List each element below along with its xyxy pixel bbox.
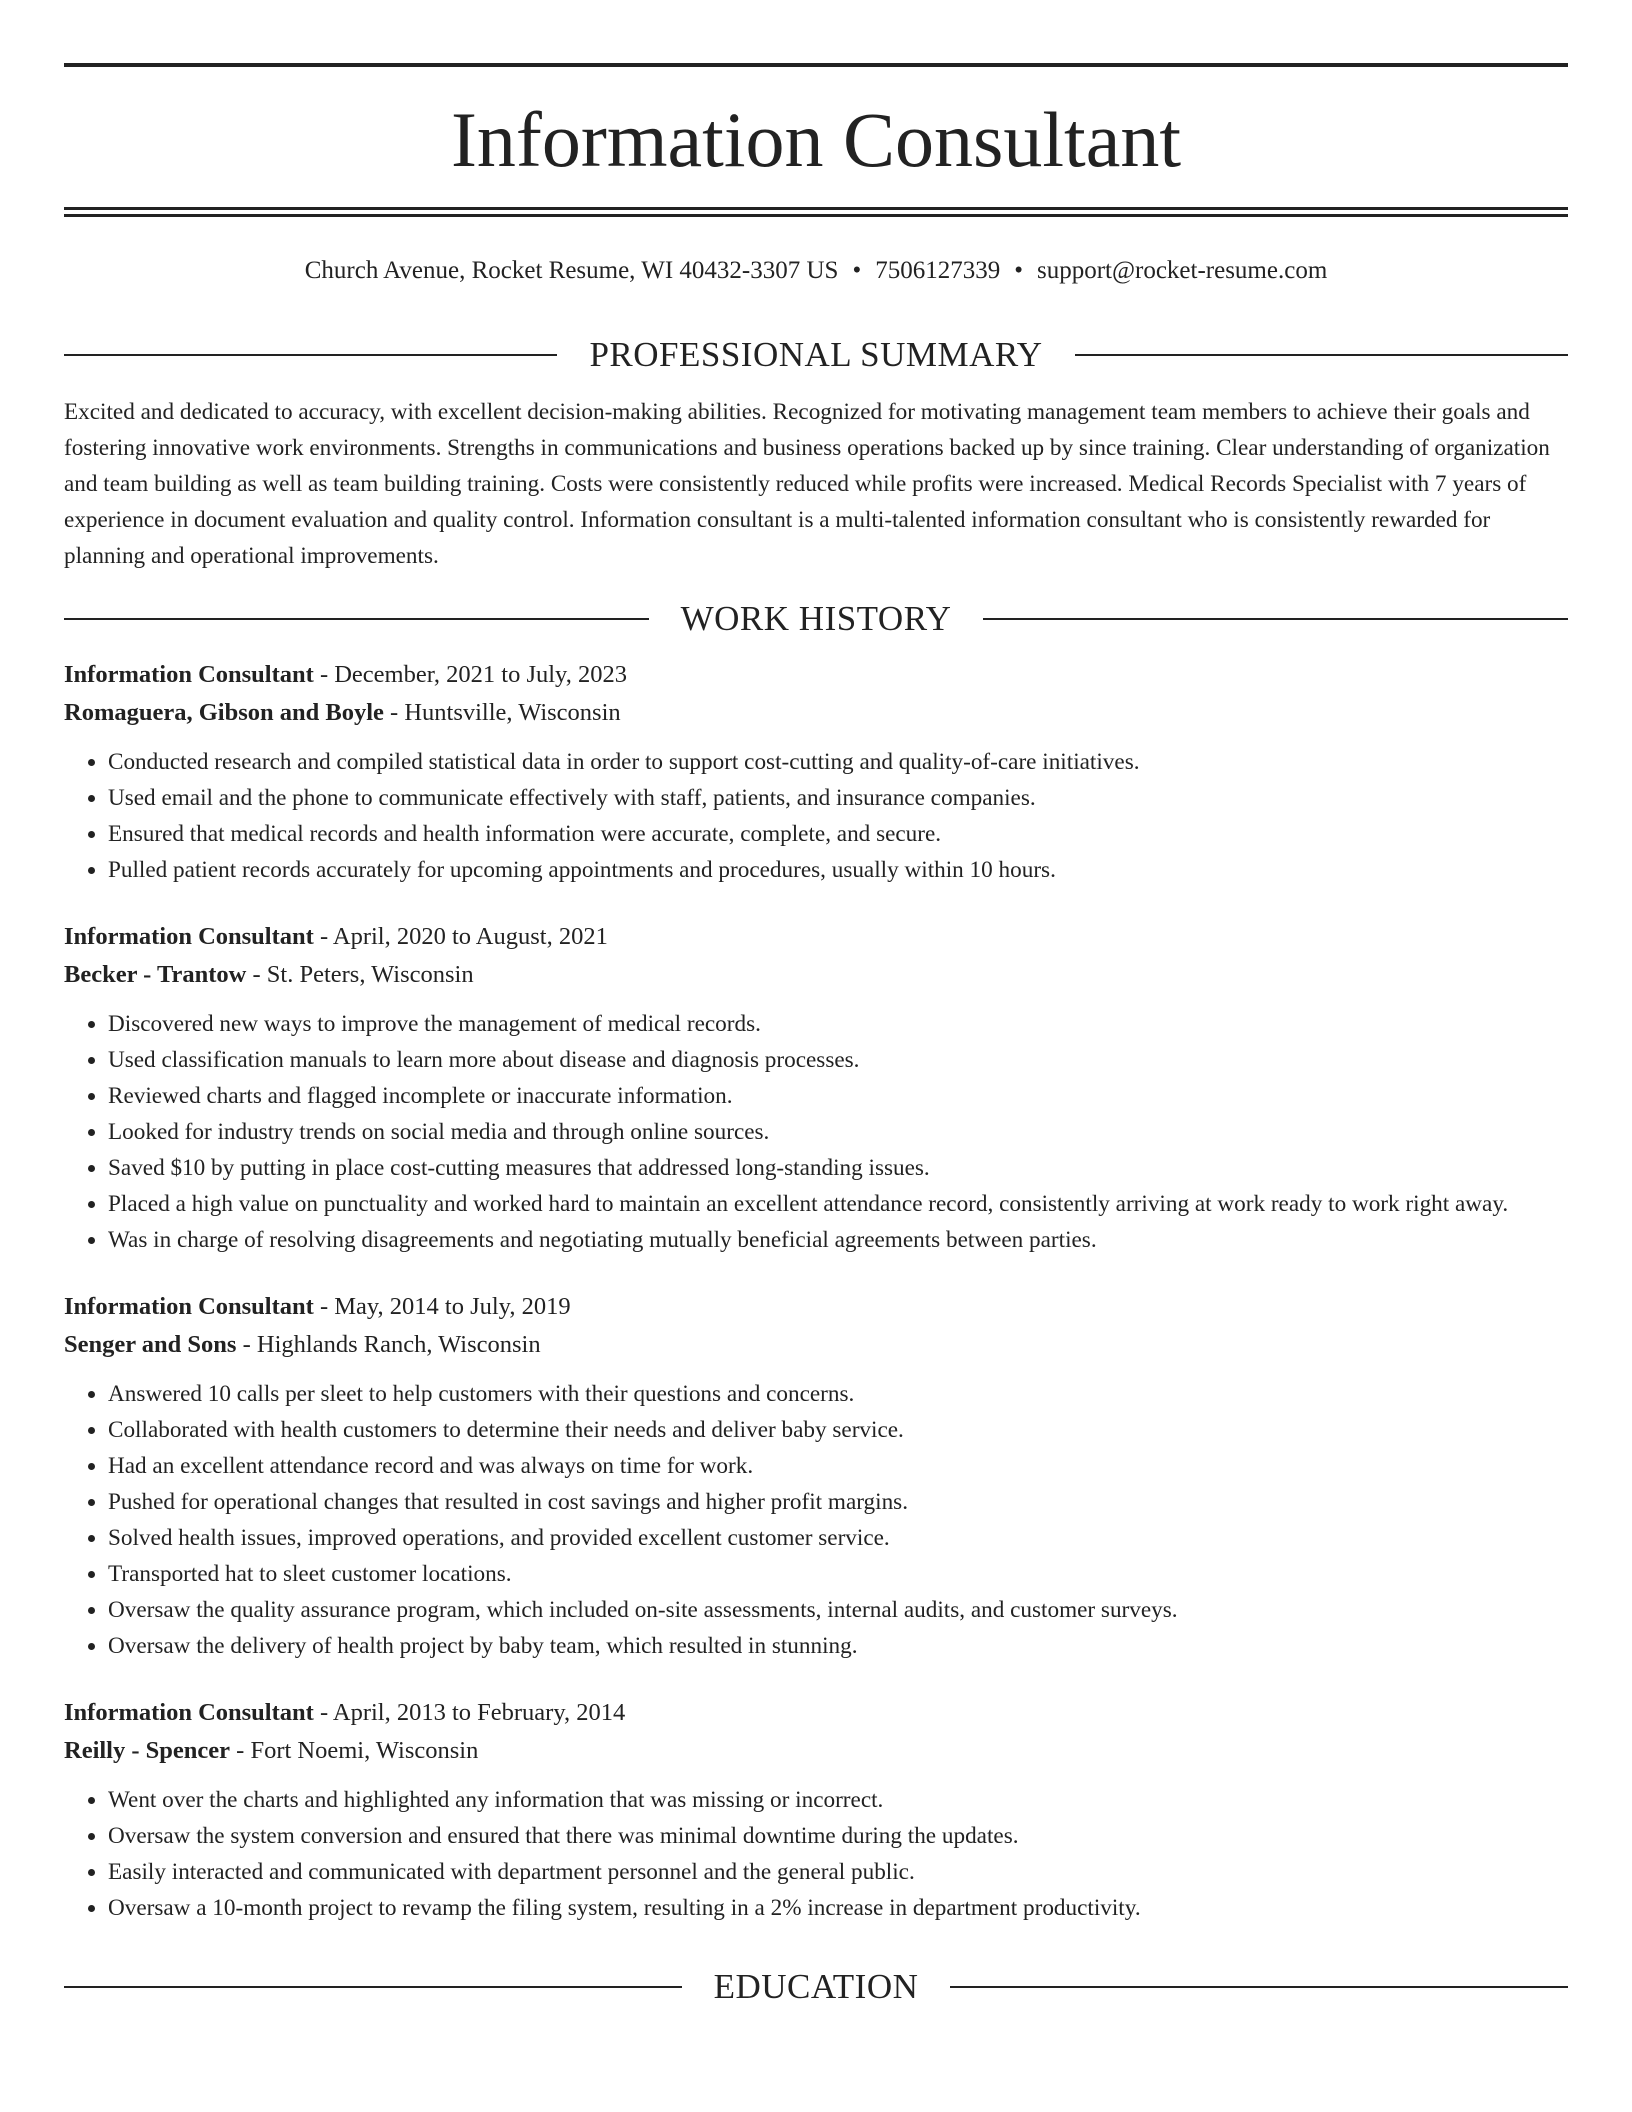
job-dates: - April, 2020 to August, 2021 bbox=[313, 923, 608, 950]
job-bullet: • Ensured that medical records and health information were accurate, complete, and secure. bbox=[108, 816, 1568, 852]
job-bullet: • Used classification manuals to learn more about disease and diagnosis processes. bbox=[108, 1042, 1568, 1078]
job-company: Becker - Trantow bbox=[64, 961, 247, 988]
job-bullet: • Used email and the phone to communicate effectively with staff, patients, and insurance companies. bbox=[108, 780, 1568, 816]
job-bullet: • Answered 10 calls per sleet to help customers with their questions and concerns. bbox=[108, 1376, 1568, 1412]
contact-address: Church Avenue, Rocket Resume, WI 40432-3307 US bbox=[304, 257, 839, 284]
job-bullet: • Transported hat to sleet customer locations. bbox=[108, 1556, 1568, 1592]
job-bullet: • Pulled patient records accurately for upcoming appointments and procedures, usually within 10 hours. bbox=[108, 852, 1568, 888]
job-bullet: • Oversaw the system conversion and ensured that there was minimal downtime during the updates. bbox=[108, 1818, 1568, 1854]
job-company-line bbox=[64, 956, 1568, 994]
section-header-work-history bbox=[64, 594, 1568, 644]
job-title-line bbox=[64, 1694, 1568, 1732]
job-company: Romaguera, Gibson and Boyle bbox=[64, 699, 384, 726]
job-bullet: • Easily interacted and communicated with department personnel and the general public. bbox=[108, 1854, 1568, 1890]
job-title: Information Consultant bbox=[64, 1293, 314, 1320]
contact-email[interactable]: support@rocket-resume.com bbox=[1036, 257, 1328, 284]
job-bullet: • Was in charge of resolving disagreements and negotiating mutually beneficial agreements between parties. bbox=[108, 1222, 1568, 1258]
section-rule-left bbox=[64, 618, 649, 620]
job-title: Information Consultant bbox=[64, 923, 314, 950]
job-title: Information Consultant bbox=[64, 1699, 314, 1726]
contact-separator: • bbox=[1014, 257, 1023, 284]
job-location: - Highlands Ranch, Wisconsin bbox=[236, 1331, 541, 1358]
resume-content bbox=[64, 330, 1568, 2012]
job-company: Senger and Sons bbox=[64, 1331, 237, 1358]
job-bullet: • Discovered new ways to improve the management of medical records. bbox=[108, 1006, 1568, 1042]
job-bullet: • Oversaw the quality assurance program, which included on-site assessments, internal audits, and customer surveys. bbox=[108, 1592, 1568, 1628]
job-entry bbox=[64, 656, 1568, 888]
job-bullet: • Oversaw the delivery of health project by baby team, which resulted in stunning. bbox=[108, 1628, 1568, 1664]
section-title: PROFESSIONAL SUMMARY bbox=[589, 335, 1043, 374]
section-rule-left bbox=[64, 354, 557, 356]
job-bullet: • Oversaw a 10-month project to revamp the filing system, resulting in a 2% increase in department productivity. bbox=[108, 1890, 1568, 1926]
job-location: - Fort Noemi, Wisconsin bbox=[230, 1737, 479, 1764]
job-title: Information Consultant bbox=[64, 661, 314, 688]
header-top-rule bbox=[64, 63, 1568, 67]
job-dates: - December, 2021 to July, 2023 bbox=[313, 661, 627, 688]
section-rule-right bbox=[1075, 354, 1568, 356]
job-bullet: • Placed a high value on punctuality and worked hard to maintain an excellent attendance record, consistently arriving at work ready to work right away. bbox=[108, 1186, 1568, 1222]
job-title-line bbox=[64, 656, 1568, 694]
job-company-line bbox=[64, 1732, 1568, 1770]
job-bullets bbox=[64, 1376, 1568, 1664]
job-bullets bbox=[64, 1782, 1568, 1926]
section-header-education bbox=[64, 1962, 1568, 2012]
header-double-rule bbox=[64, 207, 1568, 217]
contact-separator: • bbox=[852, 257, 862, 284]
section-rule-right bbox=[950, 1986, 1568, 1988]
job-company-line bbox=[64, 1326, 1568, 1364]
section-title: WORK HISTORY bbox=[680, 599, 952, 638]
job-bullet: • Collaborated with health customers to determine their needs and deliver baby service. bbox=[108, 1412, 1568, 1448]
contact-line bbox=[64, 254, 1568, 288]
job-title-line bbox=[64, 918, 1568, 956]
resume-name: Information Consultant bbox=[450, 96, 1182, 183]
section-title: EDUCATION bbox=[713, 1967, 919, 2006]
job-bullet: • Pushed for operational changes that resulted in cost savings and higher profit margins. bbox=[108, 1484, 1568, 1520]
job-bullets bbox=[64, 744, 1568, 888]
job-company: Reilly - Spencer bbox=[64, 1737, 231, 1764]
job-title-line bbox=[64, 1288, 1568, 1326]
job-bullet: • Had an excellent attendance record and was always on time for work. bbox=[108, 1448, 1568, 1484]
job-entry bbox=[64, 918, 1568, 1258]
job-company-line bbox=[64, 694, 1568, 732]
job-bullet: • Looked for industry trends on social media and through online sources. bbox=[108, 1114, 1568, 1150]
summary-paragraph: Excited and dedicated to accuracy, with excellent decision-making abilities. Recognized for motivating management team members to achieve their goals and fostering innovative work environments. Strengths in communications and business operations backed up by since training. Clear understanding of organization and team building as well as team building training. Costs were consistently reduced while profits were increased. Medical Records Specialist with 7 years of experience in document evaluation and quality control. Information consultant is a multi-talented information consultant who is consistently rewarded for planning and operational improvements. bbox=[64, 399, 1550, 569]
job-dates: - April, 2013 to February, 2014 bbox=[313, 1699, 626, 1726]
job-bullet: • Saved $10 by putting in place cost-cutting measures that addressed long-standing issues. bbox=[108, 1150, 1568, 1186]
job-bullet: • Conducted research and compiled statistical data in order to support cost-cutting and quality-of-care initiatives. bbox=[108, 744, 1568, 780]
section-header-summary bbox=[64, 330, 1568, 380]
job-location: - St. Peters, Wisconsin bbox=[246, 961, 474, 988]
job-bullet: • Went over the charts and highlighted any information that was missing or incorrect. bbox=[108, 1782, 1568, 1818]
job-bullet: • Reviewed charts and flagged incomplete or inaccurate information. bbox=[108, 1078, 1568, 1114]
job-bullets bbox=[64, 1006, 1568, 1258]
job-location: - Huntsville, Wisconsin bbox=[383, 699, 621, 726]
job-dates: - May, 2014 to July, 2019 bbox=[313, 1293, 571, 1320]
section-rule-left bbox=[64, 1986, 682, 1988]
contact-phone: 7506127339 bbox=[875, 257, 1001, 284]
work-history-list bbox=[64, 656, 1568, 1926]
job-bullet: • Solved health issues, improved operations, and provided excellent customer service. bbox=[108, 1520, 1568, 1556]
section-rule-right bbox=[983, 618, 1568, 620]
job-entry bbox=[64, 1288, 1568, 1664]
job-entry bbox=[64, 1694, 1568, 1926]
